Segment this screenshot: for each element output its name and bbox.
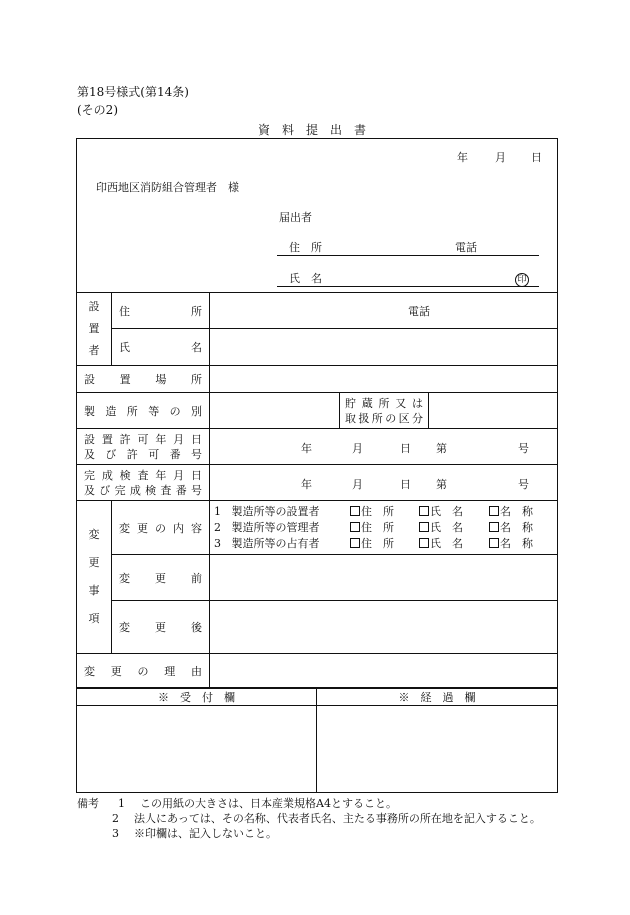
checkbox[interactable] xyxy=(350,506,360,516)
checkbox[interactable] xyxy=(350,538,360,548)
submitter-name-label: 氏 名 xyxy=(289,272,322,285)
note-text: ※印欄は、記入しないこと。 xyxy=(134,827,277,840)
date-day: 日 xyxy=(531,151,542,164)
checkbox[interactable] xyxy=(489,506,499,516)
checkbox[interactable] xyxy=(419,538,429,548)
note-number: 3 xyxy=(112,827,119,840)
installer-address-field[interactable] xyxy=(210,293,558,329)
change-content-options: 1 製造所等の設置者 2 製造所等の管理者 3 製造所等の占有者 住 所 住 所 住 所 氏 名 氏 名 氏 名 名 称 名 称 名 称 xyxy=(210,501,558,555)
change-option-row: 2 製造所等の管理者 xyxy=(214,521,320,534)
addressee: 印西地区消防組合管理者 様 xyxy=(96,181,239,194)
change-reason-label-cell: 変更の理由 xyxy=(77,654,210,688)
installer-address-label-cell: 住所 xyxy=(112,293,210,329)
submitter-name-line[interactable] xyxy=(277,270,539,287)
location-label-cell: 設置場所 xyxy=(77,366,210,393)
inspection-date-number-field[interactable]: 年 月 日 第 号 xyxy=(210,465,558,501)
change-reason-field[interactable] xyxy=(210,654,558,688)
notes-title: 備考 xyxy=(77,797,99,810)
submitter-phone-label: 電話 xyxy=(455,241,477,254)
checkbox[interactable] xyxy=(489,522,499,532)
permit-date-number-field[interactable]: 年 月 日 第 号 xyxy=(210,429,558,465)
submission-header-box xyxy=(77,139,558,293)
seal-mark: 印 xyxy=(515,273,529,287)
progress-field[interactable] xyxy=(317,706,558,793)
checkbox[interactable] xyxy=(419,522,429,532)
facility-type-label-cell: 製造所等の別 xyxy=(77,393,210,429)
submitter-address-line[interactable] xyxy=(277,239,539,256)
note-text: 法人にあっては、その名称、代表者氏名、主たる事務所の所在地を記入すること。 xyxy=(134,812,541,825)
date-month: 月 xyxy=(495,151,506,164)
reception-field[interactable] xyxy=(77,706,317,793)
change-after-label-cell: 変更後 xyxy=(112,601,210,654)
change-before-label-cell: 変更前 xyxy=(112,555,210,601)
location-field[interactable] xyxy=(210,366,558,393)
notes-section xyxy=(77,796,541,841)
storage-category-label-cell: 貯蔵所又は 取扱所の区分 xyxy=(340,393,429,429)
reception-header: ※ 受 付 欄 xyxy=(77,689,317,706)
inspection-label-cell: 完成検査年月日 及び完成検査番号 xyxy=(77,465,210,501)
form-sub-number: (その2) xyxy=(77,103,118,117)
checkbox[interactable] xyxy=(419,506,429,516)
change-items-label: 変 更 事 項 xyxy=(77,501,112,654)
change-before-field[interactable] xyxy=(210,555,558,601)
progress-header: ※ 経 過 欄 xyxy=(317,689,558,706)
note-text: この用紙の大きさは、日本産業規格A4とすること。 xyxy=(140,797,397,810)
change-content-label-cell: 変更の内容 xyxy=(112,501,210,555)
checkbox[interactable] xyxy=(489,538,499,548)
installer-name-field[interactable] xyxy=(210,329,558,366)
note-number: 2 xyxy=(112,812,119,825)
date-year: 年 xyxy=(457,151,468,164)
form-number: 第18号様式(第14条) xyxy=(77,85,189,99)
installer-label: 設 置 者 xyxy=(77,293,112,366)
change-option-row: 3 製造所等の占有者 xyxy=(214,537,320,550)
submitter-label: 届出者 xyxy=(279,211,312,224)
office-use-table xyxy=(76,688,558,793)
page-title: 資 料 提 出 書 xyxy=(258,123,367,137)
application-form-table xyxy=(76,138,558,688)
change-after-field[interactable] xyxy=(210,601,558,654)
facility-type-field[interactable] xyxy=(210,393,340,429)
checkbox[interactable] xyxy=(350,522,360,532)
submitter-address-label: 住 所 xyxy=(289,241,322,254)
change-option-row: 1 製造所等の設置者 xyxy=(214,505,320,518)
storage-category-field[interactable] xyxy=(429,393,558,429)
installer-phone-label: 電話 xyxy=(408,305,430,318)
permit-label-cell: 設置許可年月日 及び許可番号 xyxy=(77,429,210,465)
installer-name-label-cell: 氏名 xyxy=(112,329,210,366)
note-number: 1 xyxy=(118,797,125,810)
